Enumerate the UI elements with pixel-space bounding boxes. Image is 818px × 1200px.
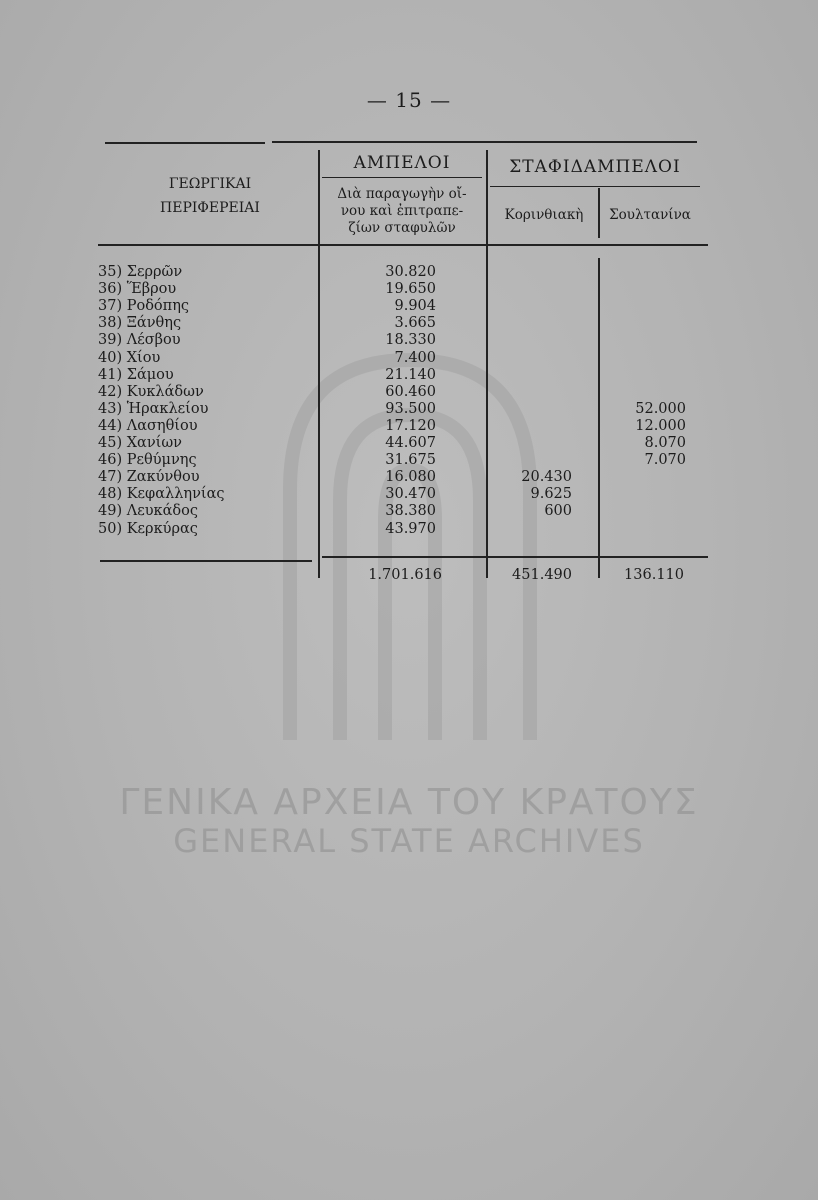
table-bottom-rule-left: [100, 560, 312, 562]
region-name: 36) Ἕβρου: [98, 281, 177, 298]
ampeloi-value: 60.460: [385, 383, 436, 400]
region-name: 35) Σερρῶν: [98, 264, 183, 280]
table-row: [98, 384, 698, 401]
region-name: 50) Κερκύρας: [98, 520, 198, 537]
table-row: [98, 281, 698, 298]
soultanina-value: 12.000: [635, 417, 686, 434]
ampeloi-value: 17.120: [385, 417, 436, 434]
ampeloi-value: 21.140: [385, 366, 436, 383]
table-row: [98, 469, 698, 486]
korinthiaki-value: 9.625: [530, 486, 572, 503]
ampeloi-value: 31.675: [385, 452, 436, 469]
table-row: [98, 315, 698, 332]
region-name: 49) Λευκάδος: [98, 503, 198, 520]
watermark-english: GENERAL STATE ARCHIVES: [173, 822, 645, 860]
ampeloi-value: 3.665: [394, 315, 436, 332]
region-name: 40) Χίου: [98, 349, 161, 366]
table-row: [98, 435, 698, 452]
region-name: 43) Ἡρακλείου: [98, 400, 209, 417]
table-row: [98, 332, 698, 349]
region-name: 39) Λέσβου: [98, 332, 181, 349]
region-name: 47) Ζακύνθου: [98, 469, 200, 486]
table-row: [98, 264, 698, 281]
region-name: 48) Κεφαλληνίας: [98, 486, 225, 503]
regions-header-line2: ΠΕΡΙΦΕΡΕΙΑΙ: [160, 200, 260, 216]
ampeloi-value: 30.470: [385, 486, 436, 503]
soultanina-header: Σουλτανίνα: [609, 207, 691, 223]
korinthiaki-header: Κορινθιακὴ: [504, 207, 584, 223]
ampeloi-value: 30.820: [385, 264, 436, 280]
total-ampeloi: 1.701.616: [368, 567, 442, 583]
region-name: 38) Ξάνθης: [98, 315, 182, 332]
table-row: [98, 350, 698, 367]
soultanina-value: 8.070: [644, 435, 686, 451]
table-row: [98, 401, 698, 418]
ampeloi-value: 38.380: [385, 503, 436, 520]
ampeloi-value: 19.650: [385, 281, 436, 298]
stafidampeloi-underline: [490, 186, 700, 187]
ampeloi-subheader-line1: Διὰ παραγωγὴν οἴ-: [337, 186, 467, 202]
table-row: [98, 486, 698, 503]
ampeloi-value: 7.400: [394, 349, 436, 366]
region-name: 45) Χανίων: [98, 435, 182, 451]
table-row: [98, 521, 698, 538]
ampeloi-header: ΑΜΠΕΛΟΙ: [353, 153, 451, 173]
soultanina-value: 52.000: [635, 400, 686, 417]
top-rule-left: [105, 142, 265, 144]
header-bottom-rule: [98, 244, 708, 246]
ampeloi-value: 93.500: [385, 400, 436, 417]
region-name: 41) Σάμου: [98, 366, 174, 383]
ampeloi-value: 9.904: [394, 298, 436, 315]
stafidampeloi-header: ΣΤΑΦΙΔΑΜΠΕΛΟΙ: [509, 157, 681, 177]
ampeloi-value: 43.970: [385, 520, 436, 537]
soultanina-value: 7.070: [644, 452, 686, 469]
korinthiaki-value: 20.430: [521, 469, 572, 486]
ampeloi-value: 18.330: [385, 332, 436, 349]
region-name: 37) Ροδόπης: [98, 298, 190, 315]
table-row: [98, 367, 698, 384]
region-name: 42) Κυκλάδων: [98, 383, 204, 400]
totals-rule: [322, 556, 708, 558]
ampeloi-value: 16.080: [385, 469, 436, 486]
table-row: [98, 503, 698, 520]
ampeloi-subheader-line3: ζίων σταφυλῶν: [348, 220, 456, 236]
watermark-greek: ΓΕΝΙΚΑ ΑΡΧΕΙΑ ΤΟΥ ΚΡΑΤΟΥΣ: [119, 782, 699, 823]
page-number: — 15 —: [366, 88, 452, 112]
regions-header-line1: ΓΕΩΡΓΙΚΑΙ: [168, 176, 252, 192]
ampeloi-underline: [322, 177, 482, 178]
total-soultanina: 136.110: [624, 567, 684, 583]
table-row: [98, 418, 698, 435]
ampeloi-subheader-line2: νου καὶ ἐπιτραπε-: [340, 203, 464, 219]
table-row: [98, 452, 698, 469]
region-name: 44) Λασηθίου: [98, 417, 198, 434]
korinthiaki-value: 600: [544, 503, 572, 520]
top-rule-right: [272, 141, 697, 143]
ampeloi-value: 44.607: [385, 435, 436, 451]
total-korinthiaki: 451.490: [512, 567, 572, 583]
table-row: [98, 298, 698, 315]
region-name: 46) Ρεθύμνης: [98, 452, 197, 469]
